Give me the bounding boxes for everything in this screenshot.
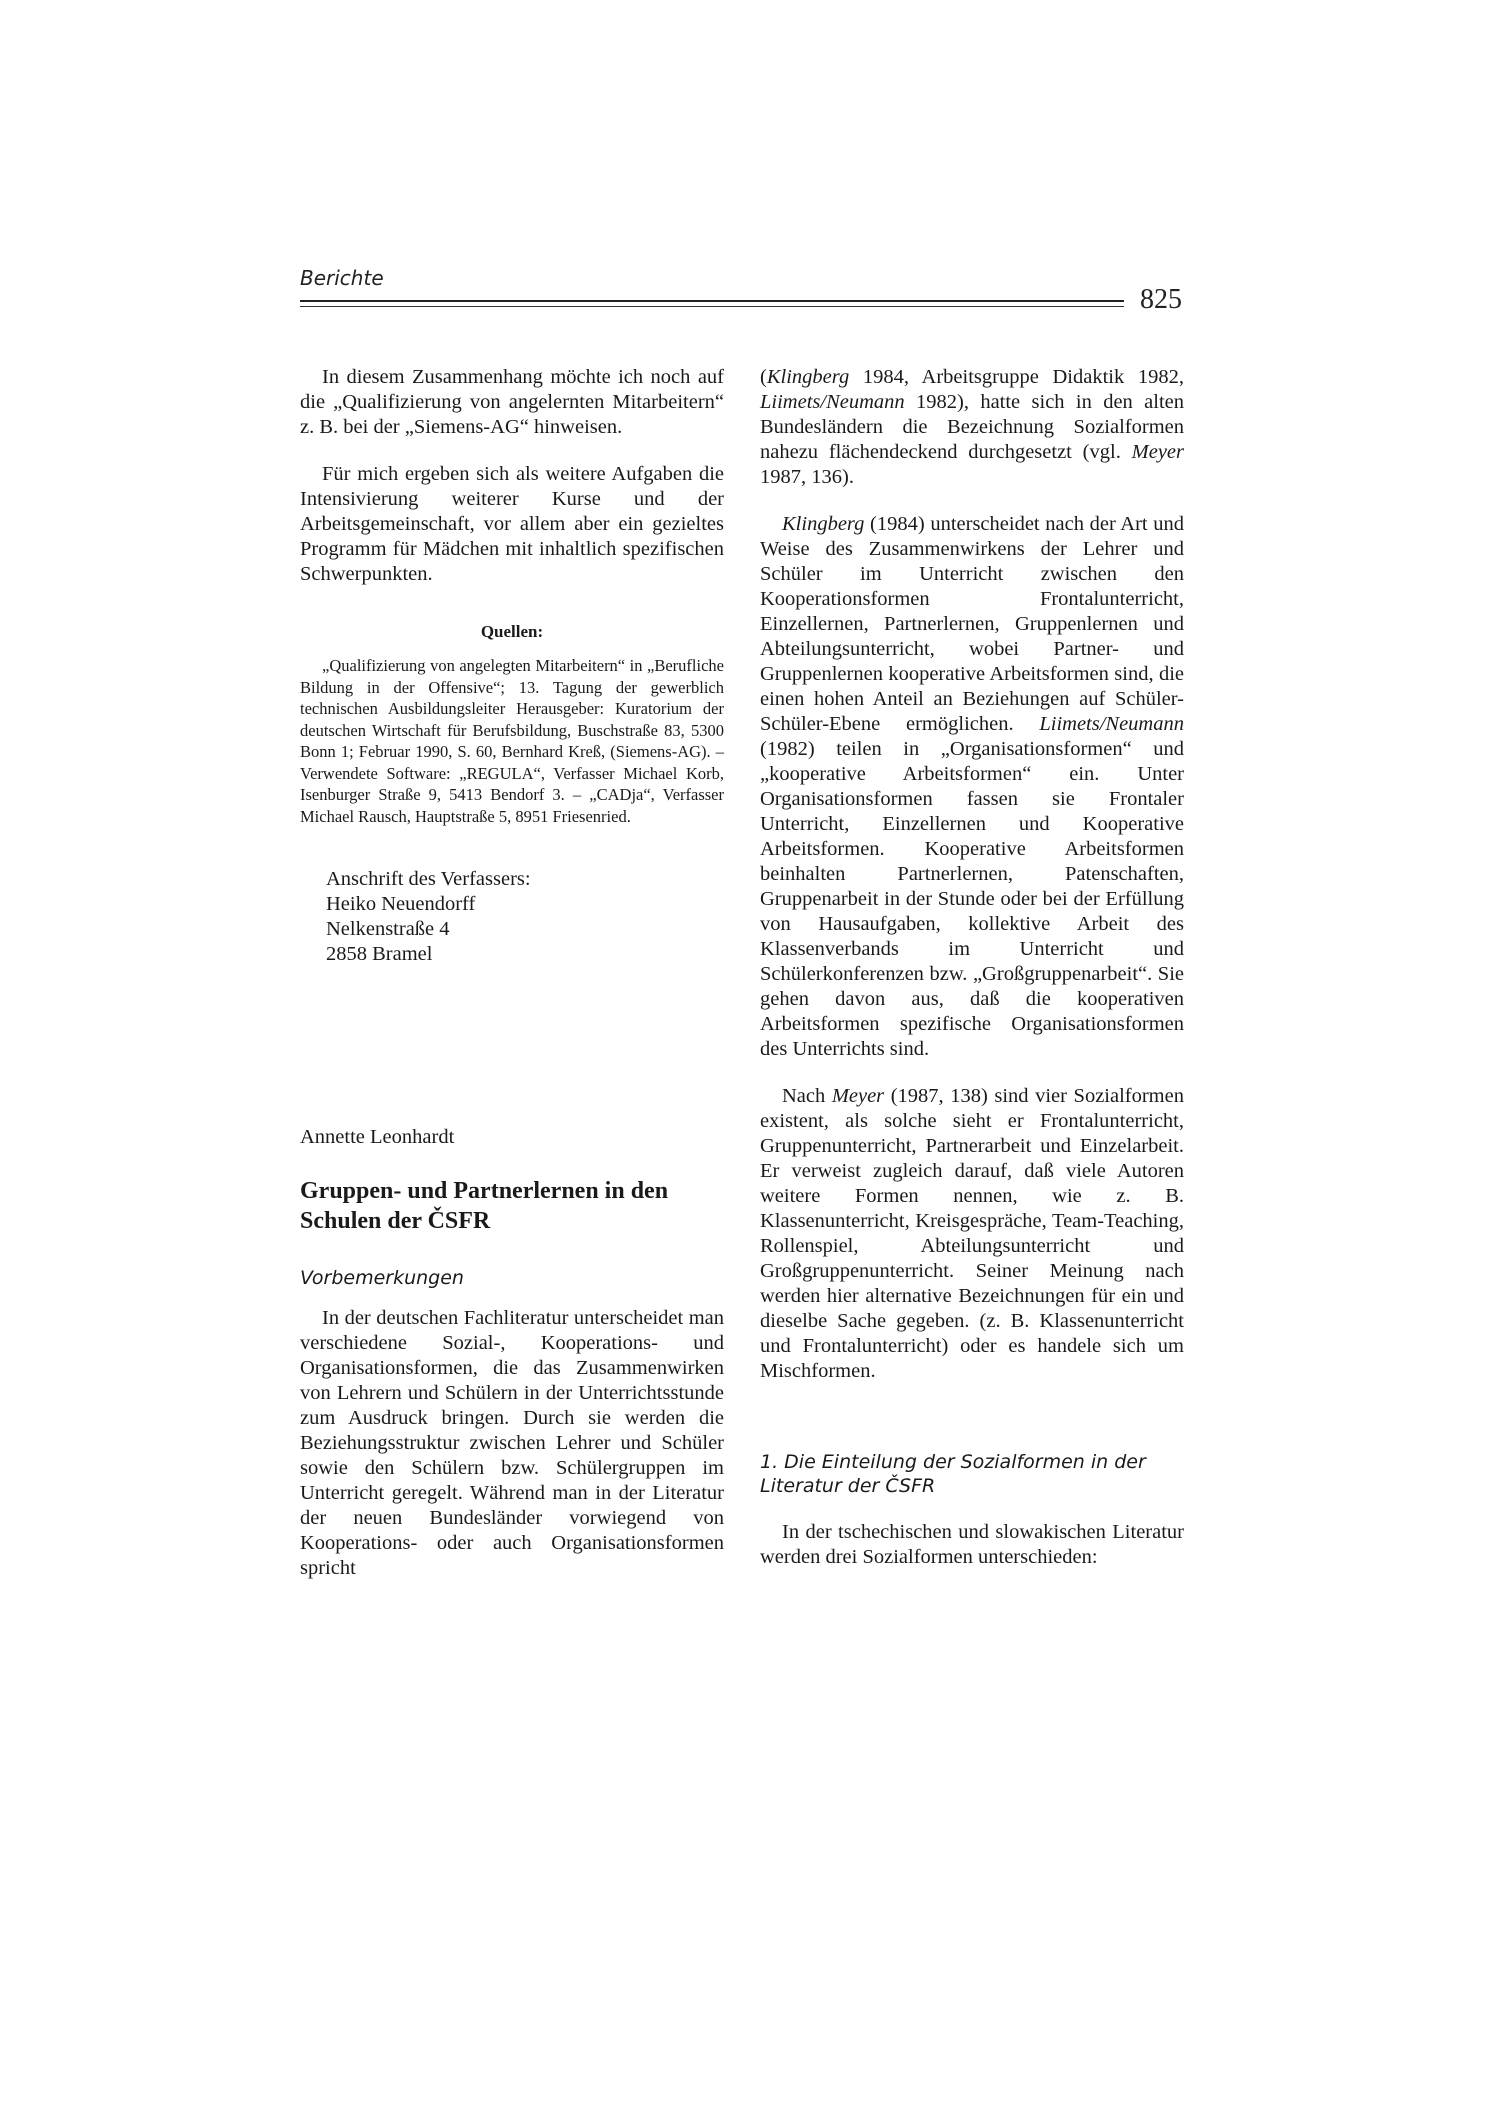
text-run: ( <box>760 366 767 388</box>
text-run: (1984) unterscheidet nach der Art und Weise des Zusammenwirkens der Lehrer und Schüler im Unterricht zwischen den Kooperationsformen Frontalunterricht, Einzellernen, Partnerlernen, Gruppenlernen und Abteilungsunterricht, wobei Partner- und Gruppenlernen kooperative Arbeitsformen sind, die einen hohen Anteil an Beziehungen auf Schüler-Schüler-Ebene ermöglichen. <box>760 513 1184 735</box>
header-rule <box>300 300 1124 302</box>
body-paragraph: In diesem Zusammenhang möchte ich noch auf die „Qualifizierung von angelernten Mitarbeitern“ z. B. bei der „Siemens-AG“ hinweisen. <box>300 366 724 438</box>
section-heading: Vorbemerkungen <box>300 1267 464 1289</box>
citation-author: Liimets/Neumann <box>760 391 905 413</box>
citation-author: Klingberg <box>766 366 850 388</box>
sources-heading: Quellen: <box>480 622 544 641</box>
body-paragraph <box>760 365 1184 490</box>
address-street: Nelkenstraße 4 <box>326 918 450 940</box>
section-heading: 1. Die Einteilung der Sozialformen in der Literatur der ČSFR <box>760 1451 1146 1497</box>
sources-text: „Qualifizierung von angelegten Mitarbeitern“ in „Berufliche Bildung in der Offensive“; 13. Tagung der gewerblich technischen Ausbildungsleiter Herausgeber: Kuratorium der deutschen Wirtschaft für Berufsbildung, Buschstraße 83, 5300 Bonn 1; Februar 1990, S. 60, Bernhard Kreß, (Siemens-AG). – Verwendete Software: „REGULA“, Verfasser Michael Korb, Isenburger Straße 9, 5413 Bendorf 3. – „CADja“, Verfasser Michael Rausch, Hauptstraße 5, 8951 Friesenried. <box>300 656 724 826</box>
body-paragraph: Für mich ergeben sich als weitere Aufgaben die Intensivierung weiterer Kurse und der Arbeitsgemeinschaft, vor allem aber ein gezieltes Programm für Mädchen mit inhaltlich spezifischen Schwerpunkten. <box>300 463 724 585</box>
citation-author: Meyer <box>831 1085 885 1107</box>
body-paragraph: In der tschechischen und slowakischen Literatur werden drei Sozialformen unterschieden: <box>760 1521 1184 1568</box>
left-column <box>300 365 724 1581</box>
right-column <box>760 365 1184 1570</box>
running-header-label: Berichte <box>300 266 384 290</box>
citation-author: Klingberg <box>782 513 865 535</box>
citation-author: Meyer <box>1131 441 1184 463</box>
body-paragraph <box>760 512 1184 1062</box>
address-label: Anschrift des Verfassers: <box>326 868 531 890</box>
body-paragraph: In der deutschen Fachliteratur unterscheidet man verschiedene Sozial-, Kooperations- und Organisationsformen, die das Zusammenwirken von Lehrern und Schülern in der Unterrichtsstunde zum Ausdruck bringen. Durch sie werden die Beziehungsstruktur zwischen Lehrer und Schüler sowie den Schülern bzw. Schülergruppen im Unterricht geregelt. Während man in der Literatur der neuen Bundesländer vorwiegend von Kooperations- oder auch Organisationsformen spricht <box>300 1307 724 1579</box>
text-run: (1987, 138) sind vier Sozialformen existent, als solche sieht er Frontalunterricht, Gruppenunterricht, Partnerarbeit und Einzelarbeit. Er verweist zugleich darauf, daß viele Autoren weitere Formen nennen, wie z. B. Klassenunterricht, Kreisgespräche, Team-Teaching, Rollenspiel, Abteilungsunterricht und Großgruppenunterricht. Seiner Meinung nach werden hier alternative Bezeichnungen für ein und dieselbe Sache gegeben. (z. B. Klassenunterricht und Frontalunterricht) oder es handele sich um Mischformen. <box>760 1085 1184 1382</box>
text-run: 1987, 136). <box>760 466 854 488</box>
citation-author: Liimets/Neumann <box>1039 713 1184 735</box>
text-run: 1984, Arbeitsgruppe Didaktik 1982, <box>849 366 1184 388</box>
address-name: Heiko Neuendorff <box>326 893 476 915</box>
text-run: 1982), hatte sich in den alten Bundesländern die Bezeichnung Sozialformen nahezu flächendeckend durchgesetzt (vgl. <box>760 391 1184 463</box>
article-author: Annette Leonhardt <box>300 1126 455 1148</box>
text-run: (1982) teilen in „Organisationsformen“ und „kooperative Arbeitsformen“ ein. Unter Organisationsformen fassen sie Frontaler Unterricht, Einzellernen und Kooperative Arbeitsformen. Kooperative Arbeitsformen beinhalten Partnerlernen, Patenschaften, Gruppenarbeit in der Stunde oder bei der Erfüllung von Hausaufgaben, kollektive Arbeit des Klassenverbands im Unterricht und Schülerkonferenzen bzw. „Großgruppenarbeit“. Sie gehen davon aus, daß die kooperativen Arbeitsformen spezifische Organisationsformen des Unterrichts sind. <box>760 738 1184 1060</box>
page-number: 825 <box>1140 284 1182 315</box>
text-run: Nach <box>782 1085 832 1107</box>
address-city: 2858 Bramel <box>326 943 433 965</box>
body-paragraph <box>760 1084 1184 1384</box>
article-title: Gruppen- und Partnerlernen in den Schulen der ČSFR <box>300 1178 669 1234</box>
header-rule-thin <box>300 306 1124 307</box>
author-address <box>300 867 724 967</box>
